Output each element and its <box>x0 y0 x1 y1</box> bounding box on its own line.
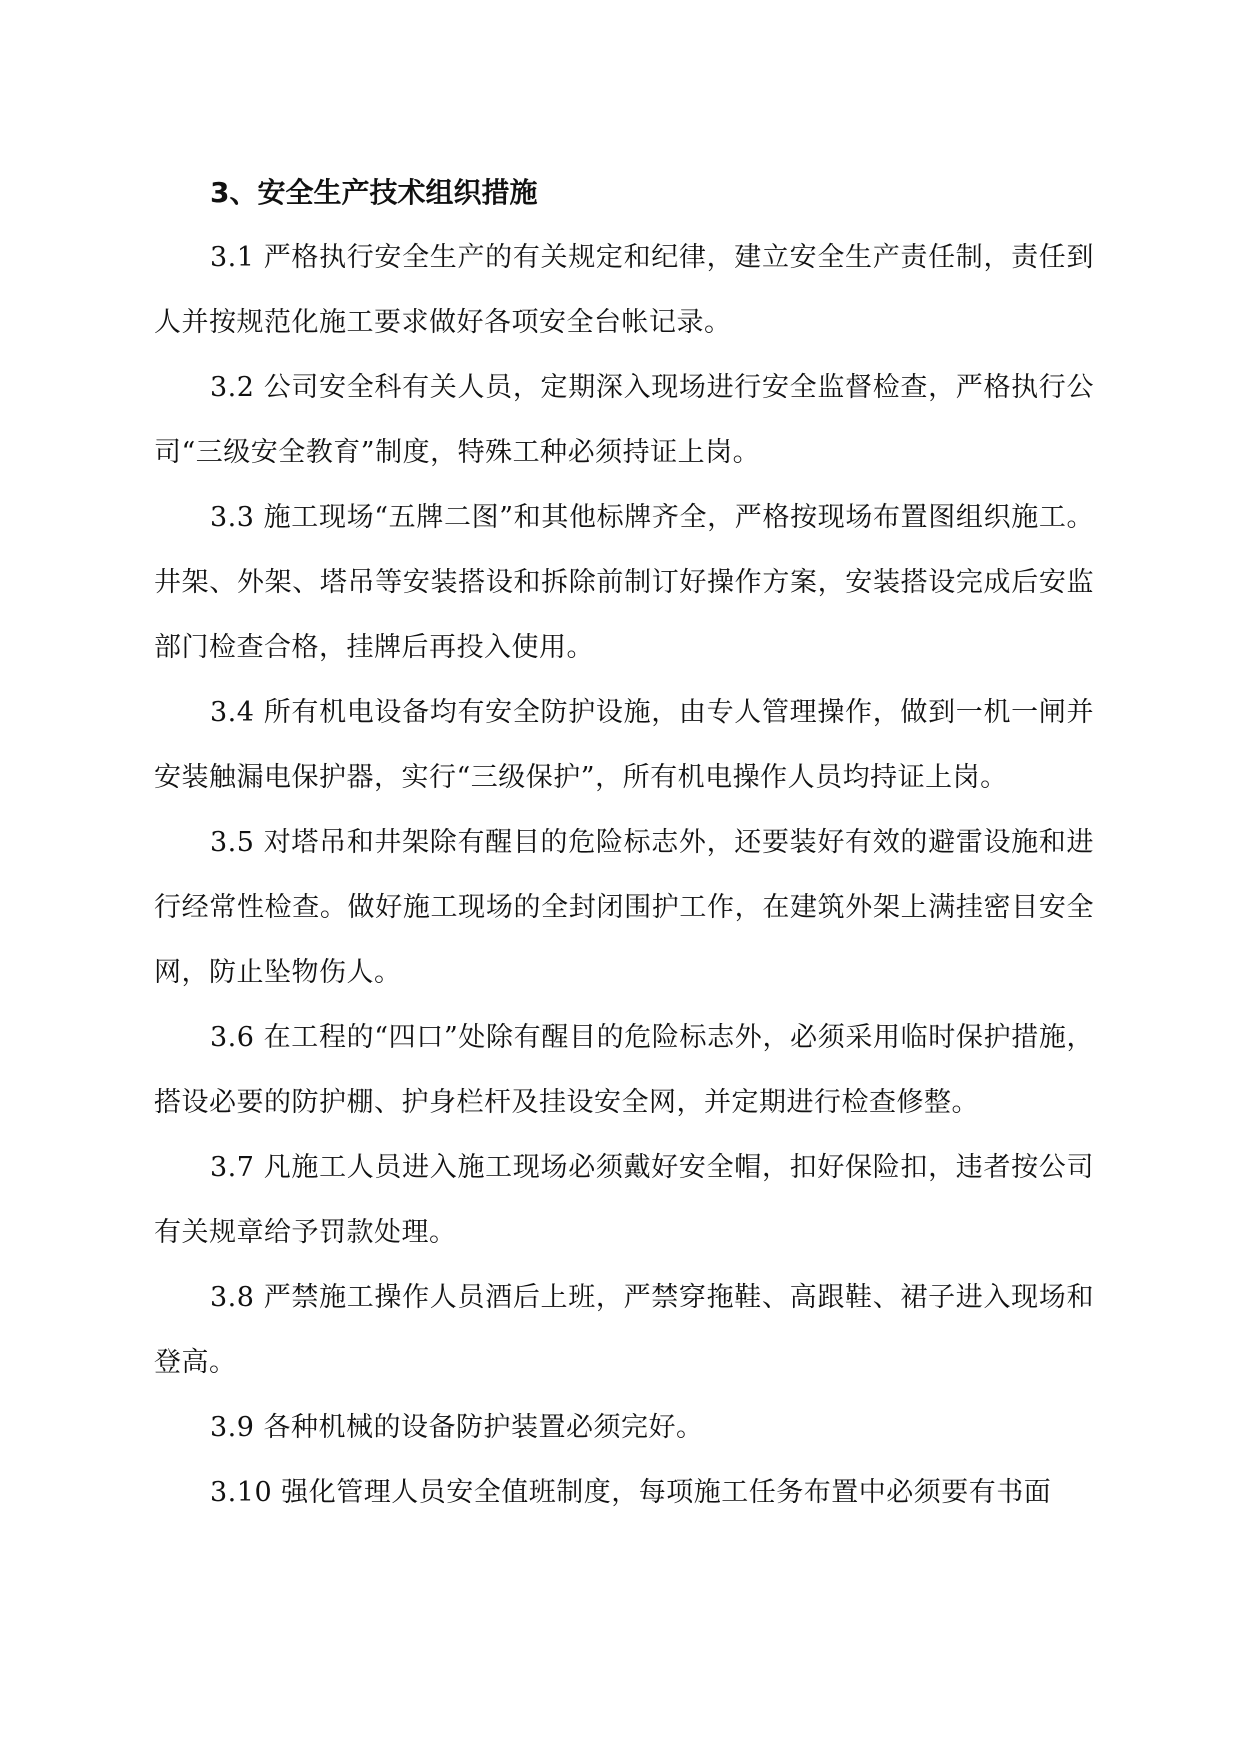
paragraph-3-3: 3.3 施工现场“五牌二图”和其他标牌齐全，严格按现场布置图组织施工。井架、外架、塔吊等安装搭设和拆除前制订好操作方案，安装搭设完成后安监部门检查合格，挂牌后再投入使用。 <box>154 502 1094 663</box>
section-heading: 3、安全生产技术组织措施 <box>210 176 538 209</box>
paragraph-3-9: 3.9 各种机械的设备防护装置必须完好。 <box>210 1412 704 1443</box>
paragraph-3-4: 3.4 所有机电设备均有安全防护设施，由专人管理操作，做到一机一闸并安装触漏电保护器，实行“三级保护”，所有机电操作人员均持证上岗。 <box>154 697 1094 793</box>
paragraph-3-1: 3.1 严格执行安全生产的有关规定和纪律，建立安全生产责任制，责任到人并按规范化施工要求做好各项安全台帐记录。 <box>154 242 1094 338</box>
paragraph-3-7: 3.7 凡施工人员进入施工现场必须戴好安全帽，扣好保险扣，违者按公司有关规章给予罚款处理。 <box>154 1152 1094 1248</box>
paragraph-3-2: 3.2 公司安全科有关人员，定期深入现场进行安全监督检查，严格执行公司“三级安全教育”制度，特殊工种必须持证上岗。 <box>154 372 1094 468</box>
document-body <box>154 160 1094 1525</box>
paragraph-3-8: 3.8 严禁施工操作人员酒后上班，严禁穿拖鞋、高跟鞋、裙子进入现场和登高。 <box>154 1282 1094 1378</box>
paragraph-3-6: 3.6 在工程的“四口”处除有醒目的危险标志外，必须采用临时保护措施，搭设必要的防护棚、护身栏杆及挂设安全网，并定期进行检查修整。 <box>154 1022 1094 1118</box>
paragraph-3-5: 3.5 对塔吊和井架除有醒目的危险标志外，还要装好有效的避雷设施和进行经常性检查。做好施工现场的全封闭围护工作，在建筑外架上满挂密目安全网，防止坠物伤人。 <box>154 827 1094 988</box>
paragraph-3-10: 3.10 强化管理人员安全值班制度，每项施工任务布置中必须要有书面 <box>210 1477 1052 1508</box>
